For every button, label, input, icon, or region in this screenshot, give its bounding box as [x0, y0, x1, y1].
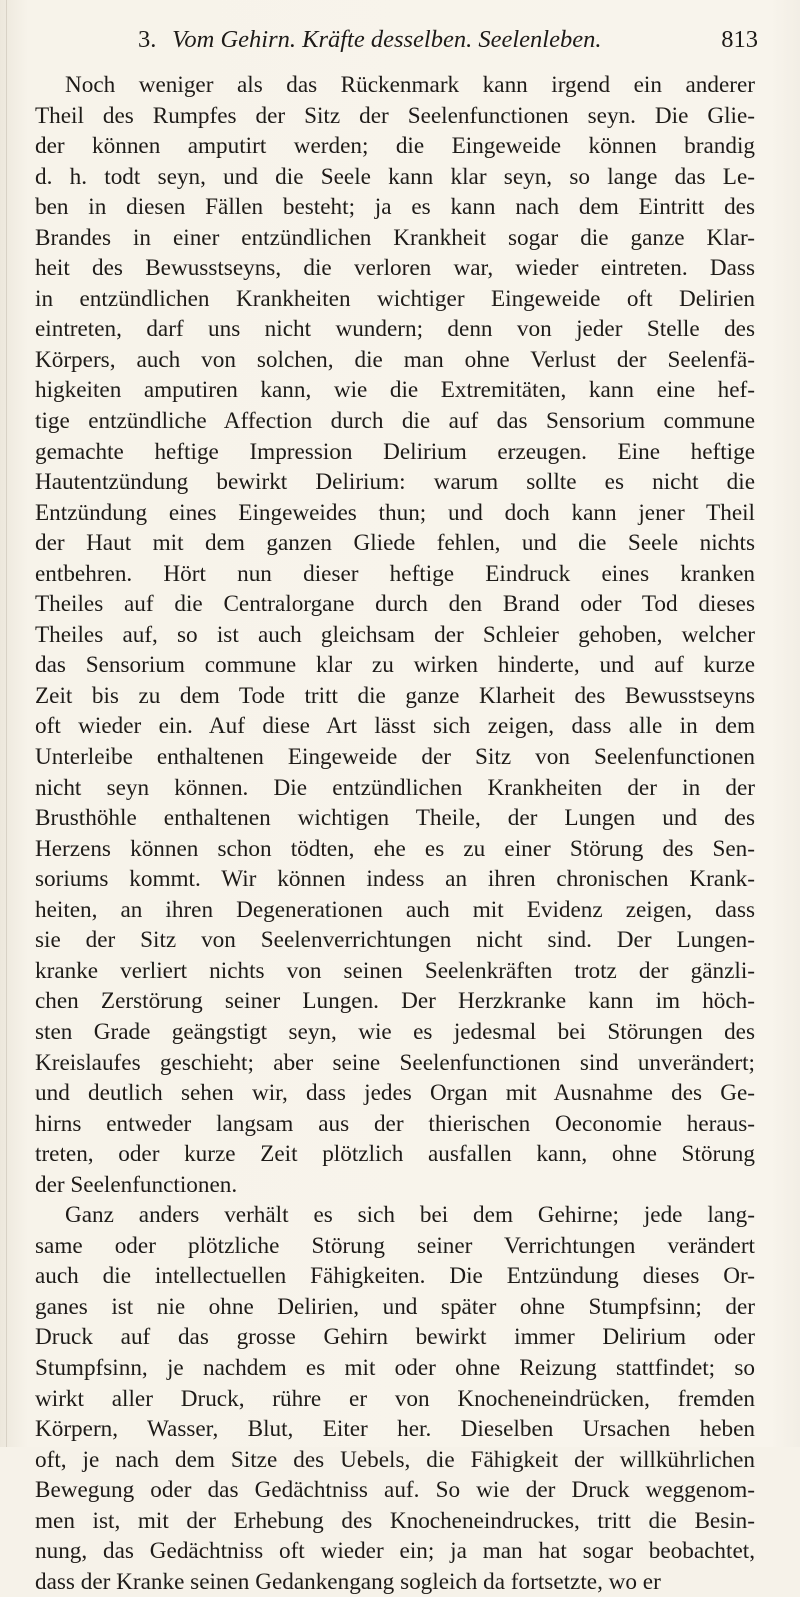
text-line: das Sensorium commune klar zu wirken hinderte, und auf kurze: [35, 652, 755, 679]
text-line: Druck auf das grosse Gehirn bewirkt immer Delirium oder: [35, 1324, 755, 1351]
paragraph: [35, 70, 755, 1200]
text-line: der Haut mit dem ganzen Gliede fehlen, und die Seele nichts: [35, 530, 755, 557]
text-line: sie der Sitz von Seelenverrichtungen nicht sind. Der Lungen-: [35, 927, 755, 954]
text-line: gemachte heftige Impression Delirium erzeugen. Eine heftige: [35, 438, 755, 465]
text-line: nung, das Gedächtniss oft wieder ein; ja man hat sogar beobachtet,: [35, 1538, 755, 1565]
text-line: Theiles auf die Centralorgane durch den Brand oder Tod dieses: [35, 591, 755, 618]
text-line: Herzens können schon tödten, ehe es zu einer Störung des Sen-: [35, 835, 755, 862]
text-line: eintreten, darf uns nicht wundern; denn von jeder Stelle des: [35, 316, 755, 343]
text-line: entbehren. Hört nun dieser heftige Eindruck eines kranken: [35, 560, 755, 587]
text-line: wirkt aller Druck, rühre er von Knocheneindrücken, fremden: [35, 1385, 755, 1412]
text-line: Stumpfsinn, je nachdem es mit oder ohne Reizung stattfindet; so: [35, 1354, 755, 1381]
text-line: Noch weniger als das Rückenmark kann irgend ein anderer: [65, 72, 755, 98]
text-line: ganes ist nie ohne Delirien, und später ohne Stumpfsinn; der: [35, 1293, 755, 1320]
text-line: chen Zerstörung seiner Lungen. Der Herzkranke kann im höch-: [35, 988, 755, 1015]
text-line: Brandes in einer entzündlichen Krankheit sogar die ganze Klar-: [35, 224, 755, 251]
text-line: Zeit bis zu dem Tode tritt die ganze Klarheit des Bewusstseyns: [35, 682, 755, 709]
text-line: treten, oder kurze Zeit plötzlich ausfallen kann, ohne Störung: [35, 1141, 755, 1168]
text-line: und deutlich sehen wir, dass jedes Organ mit Ausnahme des Ge-: [35, 1080, 755, 1107]
text-line: Körpers, auch von solchen, die man ohne Verlust der Seelenfä-: [35, 346, 755, 373]
text-line: Entzündung eines Eingeweides thun; und doch kann jener Theil: [35, 499, 755, 526]
page-number: 813: [721, 26, 758, 53]
text-line: ben in diesen Fällen besteht; ja es kann nach dem Eintritt des: [35, 194, 755, 221]
text-line: der können amputirt werden; die Eingeweide können brandig: [35, 133, 755, 160]
text-line: Bewegung oder das Gedächtniss auf. So wie der Druck weggenom-: [35, 1477, 755, 1504]
text-line: Ganz anders verhält es sich bei dem Gehirne; jede lang-: [65, 1202, 755, 1229]
binding-edge: [6, 0, 7, 1447]
text-line: Theil des Rumpfes der Sitz der Seelenfunctionen seyn. Die Glie-: [35, 102, 755, 129]
text-line: same oder plötzliche Störung seiner Verrichtungen verändert: [35, 1232, 755, 1259]
text-line: Brusthöhle enthaltenen wichtigen Theile, der Lungen und des: [35, 805, 755, 832]
text-line: heiten, an ihren Degenerationen auch mit Evidenz zeigen, dass: [35, 896, 755, 923]
text-line: oft wieder ein. Auf diese Art lässt sich zeigen, dass alle in dem: [35, 713, 755, 740]
text-line: auch die intellectuellen Fähigkeiten. Die Entzündung dieses Or-: [35, 1263, 755, 1290]
text-line: hirns entweder langsam aus der thierischen Oeconomie heraus-: [35, 1110, 755, 1137]
text-line: nicht seyn können. Die entzündlichen Krankheiten der in der: [35, 774, 755, 801]
text-line: der Seelenfunctionen.: [35, 1171, 238, 1198]
text-line: Kreislaufes geschieht; aber seine Seelenfunctionen sind unverändert;: [35, 1049, 755, 1076]
text-line: oft, je nach dem Sitze des Uebels, die Fähigkeit der willkührlichen: [35, 1446, 755, 1473]
text-line: men ist, mit der Erhebung des Knocheneindruckes, tritt die Besin-: [35, 1507, 755, 1534]
text-line: dass der Kranke seinen Gedankengang sogleich da fortsetzte, wo er: [35, 1568, 661, 1595]
text-line: Körpern, Wasser, Blut, Eiter her. Dieselben Ursachen heben: [35, 1416, 755, 1443]
paragraph: [35, 1200, 755, 1597]
text-line: sten Grade geängstigt seyn, wie es jedesmal bei Störungen des: [35, 1018, 755, 1045]
text-line: Unterleibe enthaltenen Eingeweide der Sitz von Seelenfunctionen: [35, 744, 755, 771]
text-line: tige entzündliche Affection durch die auf das Sensorium commune: [35, 408, 755, 435]
running-head: [138, 22, 758, 58]
text-line: in entzündlichen Krankheiten wichtiger Eingeweide oft Delirien: [35, 285, 755, 312]
chapter-number: 3.: [138, 26, 157, 53]
text-line: higkeiten amputiren kann, wie die Extremitäten, kann eine hef-: [35, 377, 755, 404]
text-line: Hautentzündung bewirkt Delirium: warum sollte es nicht die: [35, 469, 755, 496]
text-line: soriums kommt. Wir können indess an ihren chronischen Krank-: [35, 866, 755, 893]
body-text: [35, 70, 755, 1597]
text-line: heit des Bewusstseyns, die verloren war, wieder eintreten. Dass: [35, 255, 755, 282]
text-line: d. h. todt seyn, und die Seele kann klar seyn, so lange das Le-: [35, 163, 755, 190]
chapter-title: Vom Gehirn. Kräfte desselben. Seelenleben.: [172, 26, 602, 53]
text-line: Theiles auf, so ist auch gleichsam der Schleier gehoben, welcher: [35, 621, 755, 648]
text-line: kranke verliert nichts von seinen Seelenkräften trotz der gänzli-: [35, 957, 755, 984]
